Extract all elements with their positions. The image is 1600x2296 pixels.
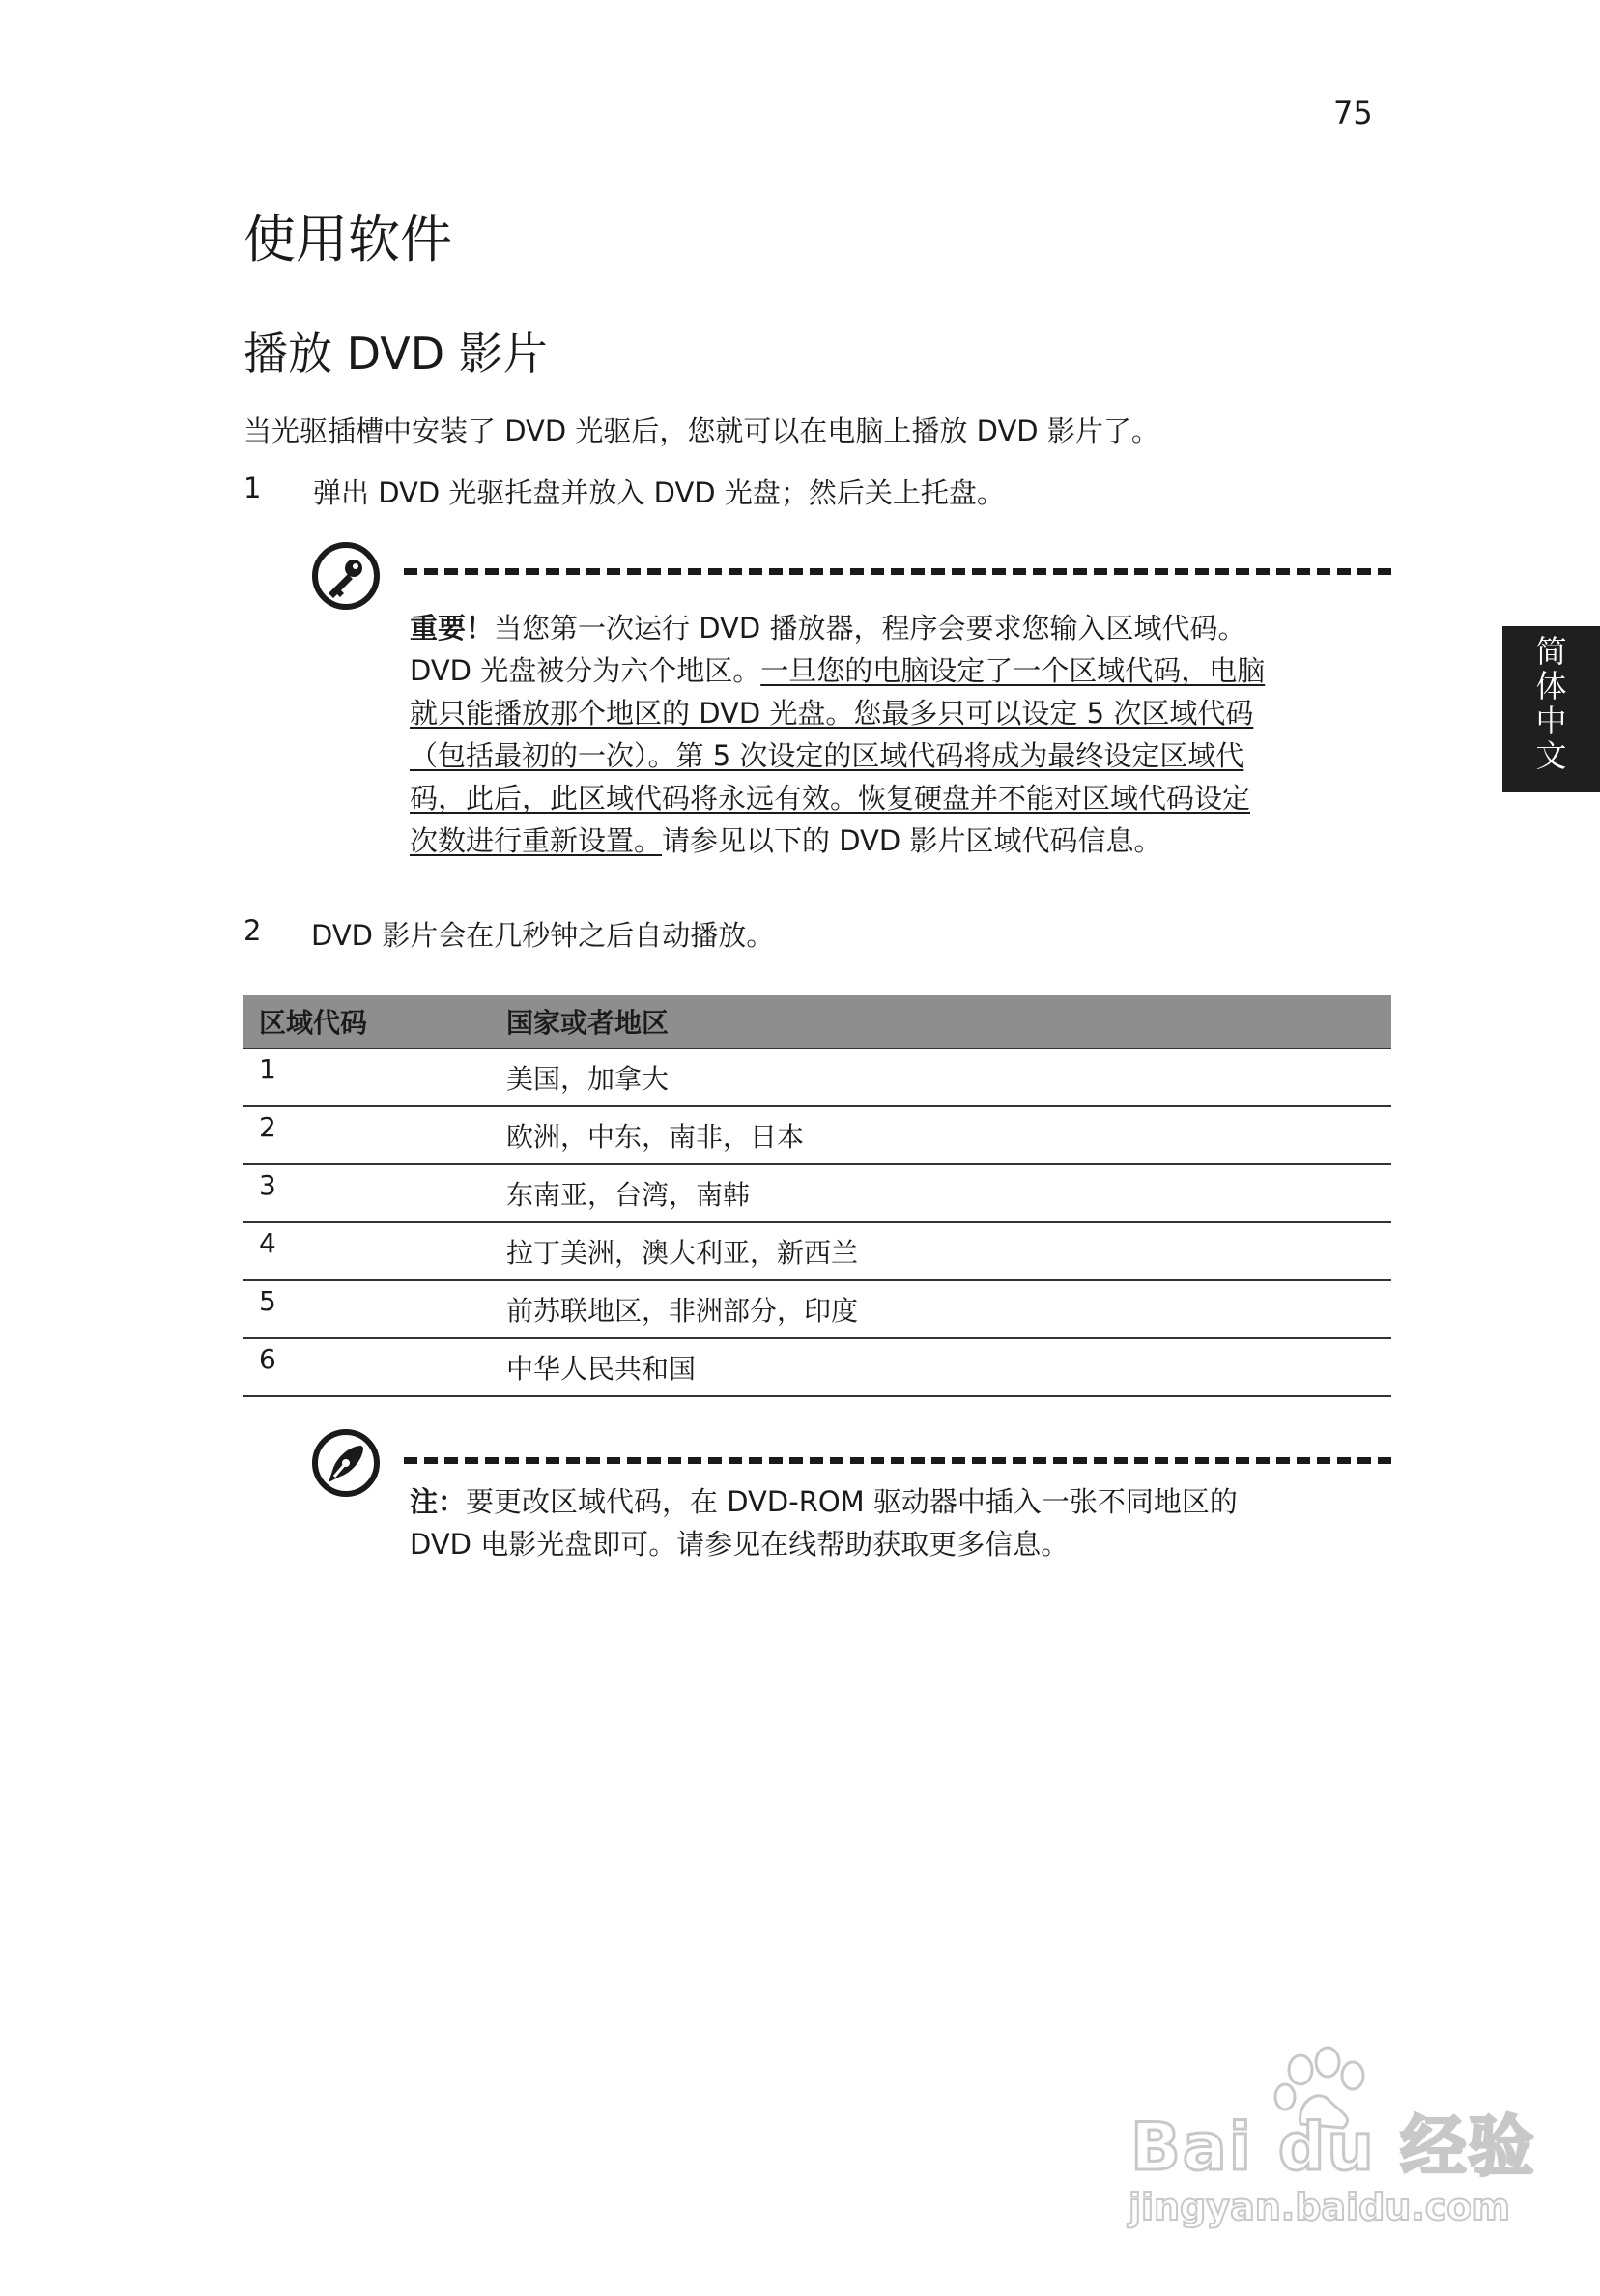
region-code-cell: 4 — [243, 1222, 491, 1280]
intro-paragraph: 当光驱插槽中安装了 DVD 光驱后，您就可以在电脑上播放 DVD 影片了。 — [243, 415, 1159, 447]
region-code-cell: 1 — [243, 1048, 491, 1106]
region-code-cell: 5 — [243, 1280, 491, 1338]
region-code-table — [243, 995, 1391, 1397]
region-code-cell: 3 — [243, 1164, 491, 1222]
note-line: DVD 电影光盘即可。请参见在线帮助获取更多信息。 — [410, 1528, 1070, 1561]
table-row — [243, 1048, 1391, 1106]
note-line: 请参见以下的 DVD 影片区域代码信息。 — [662, 824, 1162, 857]
region-name-cell: 前苏联地区，非洲部分，印度 — [491, 1280, 1391, 1338]
important-note — [311, 541, 1393, 870]
note-label: 重要！ — [410, 612, 495, 645]
region-code-cell: 6 — [243, 1338, 491, 1396]
step-number: 2 — [243, 914, 262, 947]
table-row — [243, 1164, 1391, 1222]
table-row — [243, 1106, 1391, 1164]
pen-nib-icon — [311, 1428, 381, 1498]
region-name-cell: 欧洲，中东，南非，日本 — [491, 1106, 1391, 1164]
side-tab-char: 中 — [1535, 703, 1567, 739]
step-item — [243, 914, 1403, 953]
side-tab-char: 文 — [1535, 737, 1567, 774]
step-number: 1 — [243, 472, 262, 504]
table-row — [243, 1280, 1391, 1338]
note-line: 要更改区域代码，在 DVD-ROM 驱动器中插入一张不同地区的 — [466, 1485, 1238, 1518]
page-number: 75 — [1333, 95, 1373, 131]
table-header-row — [243, 995, 1391, 1048]
step-text: DVD 影片会在几秒钟之后自动播放。 — [311, 919, 775, 952]
language-side-tab — [1502, 626, 1600, 792]
section-title: 播放 DVD 影片 — [243, 328, 548, 380]
side-tab-char: 简 — [1535, 633, 1567, 670]
region-name-cell: 美国，加拿大 — [491, 1048, 1391, 1106]
step-text: 弹出 DVD 光驱托盘并放入 DVD 光盘；然后关上托盘。 — [313, 476, 1005, 509]
region-code-cell: 2 — [243, 1106, 491, 1164]
note-label: 注： — [410, 1485, 467, 1518]
column-header: 国家或者地区 — [491, 995, 1391, 1048]
tip-note — [311, 1428, 1393, 1593]
note-line: DVD 光盘被分为六个地区。 — [410, 654, 761, 687]
step-item — [243, 472, 1403, 510]
key-icon — [311, 541, 381, 611]
note-line-underlined: 就只能播放那个地区的 DVD 光盘。您最多只可以设定 5 次区域代码 — [410, 697, 1254, 730]
column-header: 区域代码 — [243, 995, 491, 1048]
tip-note-text — [410, 1480, 1357, 1565]
side-tab-char: 体 — [1535, 668, 1567, 704]
region-name-cell: 拉丁美洲，澳大利亚，新西兰 — [491, 1222, 1391, 1280]
watermark-url: jingyan.baidu.com — [1129, 2186, 1510, 2228]
note-line-underlined: 次数进行重新设置。 — [410, 824, 663, 857]
region-name-cell: 中华人民共和国 — [491, 1338, 1391, 1396]
note-line-underlined: （包括最初的一次）。第 5 次设定的区域代码将成为最终设定区域代 — [410, 739, 1244, 772]
table-row — [243, 1222, 1391, 1280]
table-row — [243, 1338, 1391, 1396]
page-title: 使用软件 — [243, 209, 452, 270]
note-line-underlined: 码，此后，此区域代码将永远有效。恢复硬盘并不能对区域代码设定 — [410, 782, 1251, 815]
important-note-text — [410, 607, 1357, 862]
note-divider — [404, 568, 1391, 575]
region-name-cell: 东南亚，台湾，南韩 — [491, 1164, 1391, 1222]
note-line-underlined: 一旦您的电脑设定了一个区域代码，电脑 — [760, 654, 1266, 687]
note-divider — [404, 1457, 1391, 1464]
note-line: 当您第一次运行 DVD 播放器，程序会要求您输入区域代码。 — [494, 612, 1246, 645]
watermark-brand: Bai du 经验 — [1130, 2109, 1536, 2186]
